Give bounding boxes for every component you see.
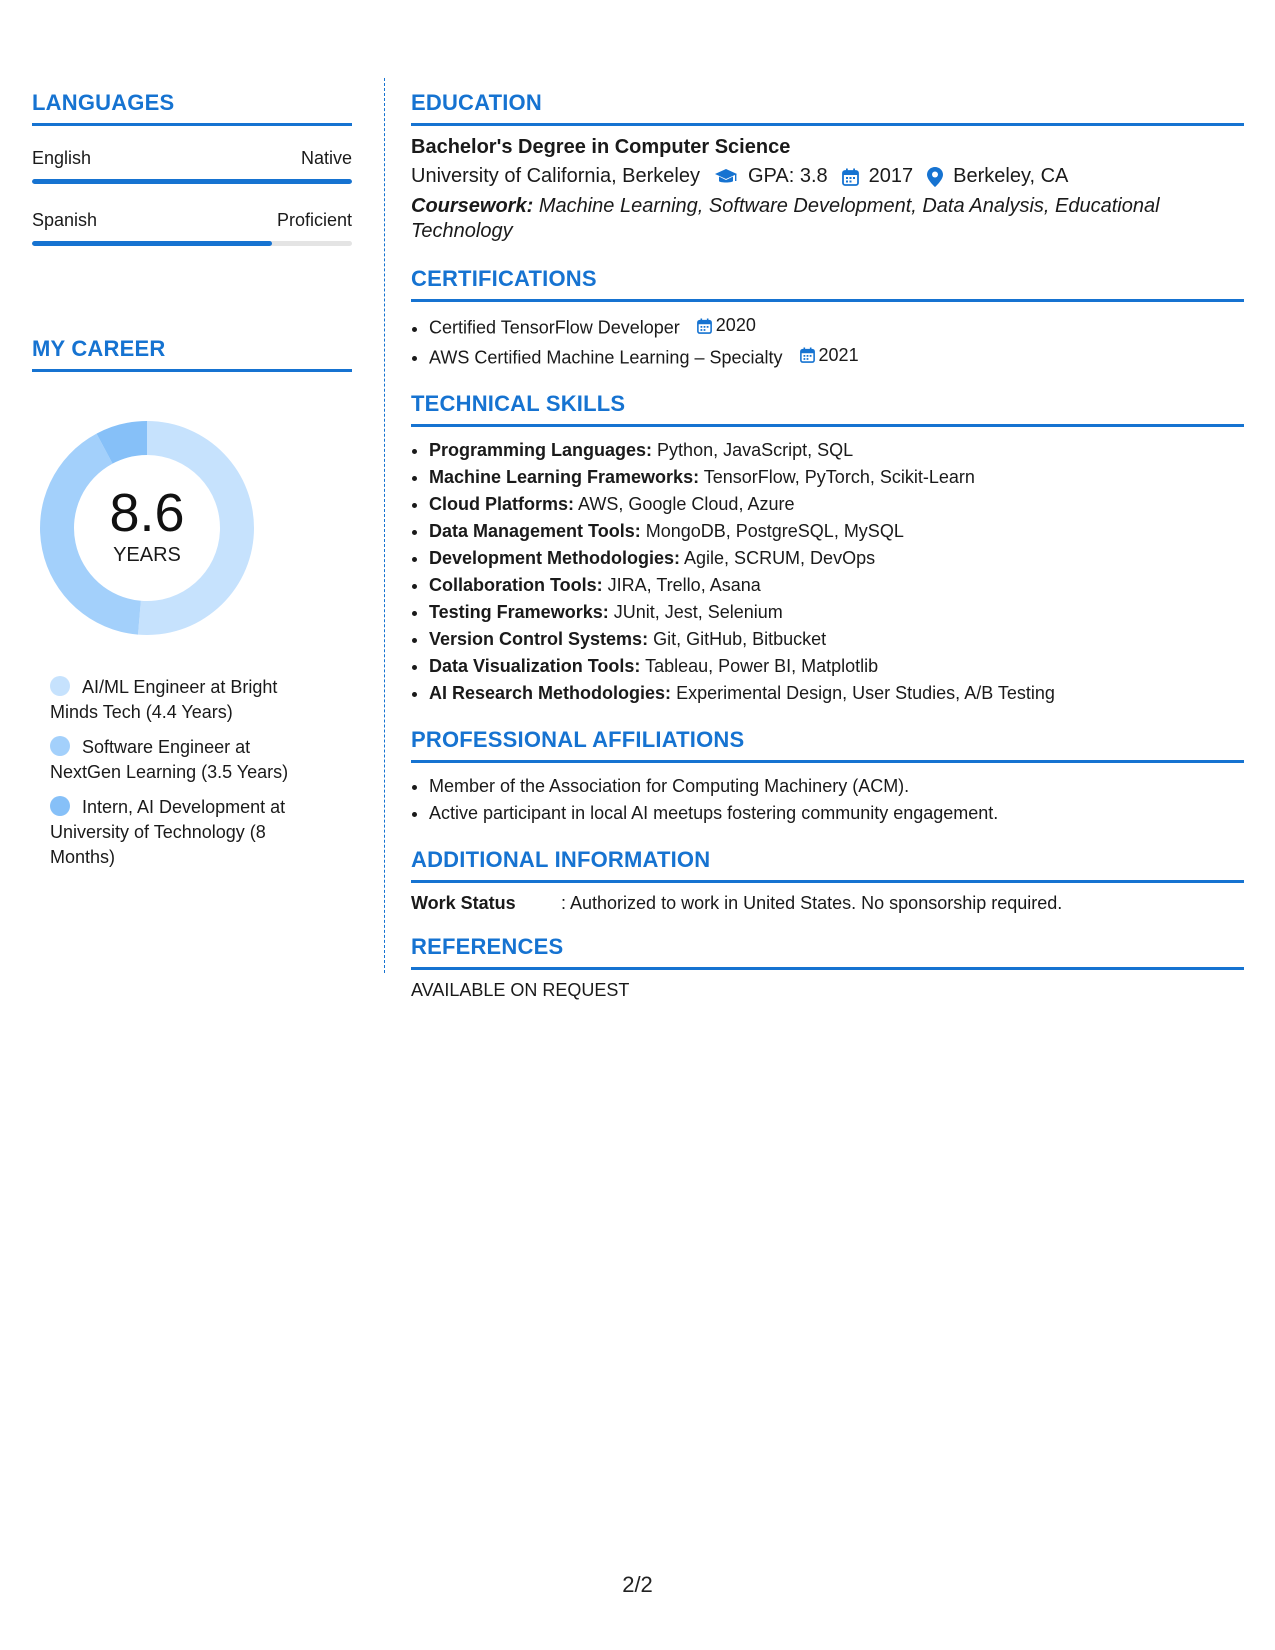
cert-year-text: 2021 <box>818 344 859 365</box>
skill-label: Testing Frameworks: <box>429 602 609 622</box>
list-item: • Member of the Association for Computing Machinery (ACM). <box>429 773 1244 800</box>
coursework <box>411 194 1244 244</box>
list-item: • Active participant in local AI meetups fostering community engagement. <box>429 800 1244 827</box>
cert-year <box>697 312 756 339</box>
work-status-value: : Authorized to work in United States. No sponsorship required. <box>561 893 1063 913</box>
legend-item <box>50 675 310 725</box>
skill-value: TensorFlow, PyTorch, Scikit-Learn <box>703 467 975 487</box>
legend-label: AI/ML Engineer at Bright Minds Tech (4.4 Years) <box>50 677 278 722</box>
list-item <box>429 680 1244 707</box>
left-column <box>32 90 352 246</box>
list-item <box>429 545 1244 572</box>
language-name: Spanish <box>32 210 98 230</box>
coursework-label: Coursework: <box>411 195 534 217</box>
legend-item <box>50 735 310 785</box>
language-level: Native <box>300 148 352 168</box>
career-legend <box>50 675 310 880</box>
skill-value: Python, JavaScript, SQL <box>657 440 854 460</box>
skill-label: Programming Languages: <box>429 440 653 460</box>
additional-info-section <box>411 847 1244 914</box>
skill-value: AWS, Google Cloud, Azure <box>578 494 795 514</box>
skill-value: Experimental Design, User Studies, A/B Testing <box>676 683 1055 703</box>
list-item <box>429 342 1244 372</box>
education-section <box>411 90 1244 244</box>
education-details <box>411 165 1244 188</box>
skill-value: Agile, SCRUM, DevOps <box>684 548 876 568</box>
list-item <box>429 572 1244 599</box>
skill-value: JUnit, Jest, Selenium <box>613 602 783 622</box>
skills-section <box>411 391 1244 707</box>
legend-label: Software Engineer at NextGen Learning (3.5 Years) <box>50 737 289 782</box>
languages-title: LANGUAGES <box>32 90 352 126</box>
graduation-cap-icon <box>714 168 738 186</box>
references-text: AVAILABLE ON REQUEST <box>411 980 630 1000</box>
graduation-year: 2017 <box>868 165 914 187</box>
skills-list <box>411 437 1244 707</box>
skills-title: TECHNICAL SKILLS <box>411 391 1244 427</box>
column-divider <box>384 78 385 973</box>
career-title: MY CAREER <box>32 336 352 372</box>
career-donut <box>32 413 262 643</box>
school-location: Berkeley, CA <box>953 165 1069 187</box>
language-level: Proficient <box>276 210 352 230</box>
skill-label: Development Methodologies: <box>429 548 681 568</box>
page-number: 2/2 <box>622 1572 653 1597</box>
certifications-section <box>411 266 1244 371</box>
legend-item <box>50 795 310 870</box>
degree-title: Bachelor's Degree in Computer Science <box>411 136 791 158</box>
cert-name: AWS Certified Machine Learning – Specialty <box>429 347 783 367</box>
coursework-list: Machine Learning, Software Development, Data Analysis, Educational Technology <box>411 195 1160 242</box>
language-bar <box>32 241 352 246</box>
list-item <box>429 626 1244 653</box>
affiliations-title: PROFESSIONAL AFFILIATIONS <box>411 727 1244 763</box>
skill-value: JIRA, Trello, Asana <box>607 575 761 595</box>
donut-center <box>32 413 262 643</box>
career-total: 8.6 <box>109 482 185 543</box>
right-column <box>411 90 1244 1015</box>
language-name: English <box>32 148 92 168</box>
work-status-label: Work Status <box>411 893 516 913</box>
skill-label: AI Research Methodologies: <box>429 683 672 703</box>
references-section <box>411 934 1244 1001</box>
skill-value: Tableau, Power BI, Matplotlib <box>645 656 879 676</box>
skill-value: Git, GitHub, Bitbucket <box>653 629 827 649</box>
calendar-icon <box>842 168 859 186</box>
list-item <box>429 312 1244 342</box>
references-title: REFERENCES <box>411 934 1244 970</box>
education-title: EDUCATION <box>411 90 1244 126</box>
skill-value: MongoDB, PostgreSQL, MySQL <box>645 521 904 541</box>
language-spanish <box>32 210 352 246</box>
certifications-title: CERTIFICATIONS <box>411 266 1244 302</box>
skill-label: Data Management Tools: <box>429 521 641 541</box>
school-name: University of California, Berkeley <box>411 165 700 187</box>
skill-label: Machine Learning Frameworks: <box>429 467 700 487</box>
legend-dot <box>50 736 70 756</box>
career-unit: YEARS <box>113 543 181 566</box>
cert-year-text: 2020 <box>715 315 756 335</box>
list-item <box>429 437 1244 464</box>
list-item <box>429 491 1244 518</box>
skill-label: Cloud Platforms: <box>429 494 575 514</box>
calendar-icon <box>800 347 815 363</box>
skill-label: Collaboration Tools: <box>429 575 603 595</box>
calendar-icon <box>697 318 712 334</box>
affiliations-section <box>411 727 1244 827</box>
legend-label: Intern, AI Development at University of Technology (8 Months) <box>50 797 286 867</box>
language-english <box>32 148 352 184</box>
location-pin-icon <box>927 167 943 187</box>
skill-label: Version Control Systems: <box>429 629 649 649</box>
language-bar-fill <box>32 179 352 184</box>
cert-year <box>800 342 859 369</box>
list-item <box>429 518 1244 545</box>
career-section <box>32 336 352 372</box>
work-status-row <box>411 893 1244 914</box>
gpa: GPA: 3.8 <box>748 165 828 187</box>
list-item <box>429 464 1244 491</box>
affiliations-list <box>411 773 1244 827</box>
language-bar-fill <box>32 241 272 246</box>
language-bar <box>32 179 352 184</box>
legend-dot <box>50 796 70 816</box>
list-item <box>429 599 1244 626</box>
cert-name: Certified TensorFlow Developer <box>429 317 680 338</box>
certifications-list <box>411 312 1244 371</box>
list-item <box>429 653 1244 680</box>
additional-info-title: ADDITIONAL INFORMATION <box>411 847 1244 883</box>
skill-label: Data Visualization Tools: <box>429 656 641 676</box>
legend-dot <box>50 676 70 696</box>
